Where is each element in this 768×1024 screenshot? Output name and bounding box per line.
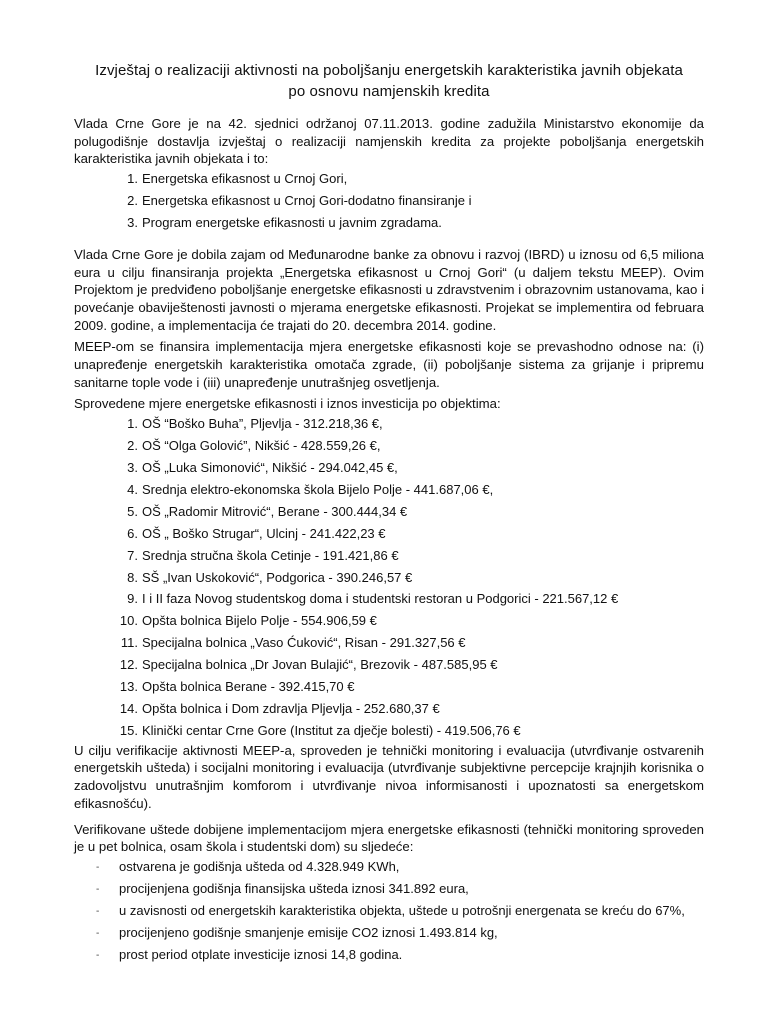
list-item bbox=[74, 457, 704, 479]
list-number: 2. bbox=[127, 193, 138, 209]
projects-list bbox=[74, 168, 704, 234]
title-line-1: Izvještaj o realizaciji aktivnosti na poboljšanju energetskih karakteristika javnih objekata bbox=[95, 62, 683, 79]
list-item bbox=[74, 212, 704, 234]
list-item bbox=[74, 567, 704, 589]
list-text: u zavisnosti od energetskih karakteristika objekta, uštede u potrošnji energenata se kreću do 67%, bbox=[119, 902, 685, 918]
list-text: Srednja elektro-ekonomska škola Bijelo Polje - 441.687,06 €, bbox=[142, 481, 494, 497]
dash-bullet: - bbox=[96, 883, 100, 895]
list-number: 1. bbox=[127, 171, 138, 187]
loan-paragraph: Vlada Crne Gore je dobila zajam od Međunarodne banke za obnovu i razvoj (IBRD) u iznosu od 6,5 miliona eura u cilju finansiranja projekta „Energetska efikasnost u Crnoj Gori“ (u daljem tekstu MEEP). Ovim Projektom je predviđeno poboljšanje energetske efikasnosti u zdravstvenim i obrazovnim ustanovama, kao i povećanje obaviještenosti javnosti o mjerama energetske efikasnosti. Projekat se implementira od februara 2009. godine, a implementacija će trajati do 20. decembra 2014. godine. bbox=[74, 246, 704, 333]
list-number: 10. bbox=[119, 613, 138, 629]
dash-bullet: - bbox=[96, 949, 100, 961]
list-text: Opšta bolnica Berane - 392.415,70 € bbox=[142, 679, 355, 695]
list-text: OŠ „ Boško Strugar“, Ulcinj - 241.422,23 € bbox=[142, 525, 386, 541]
list-item bbox=[74, 435, 704, 457]
document-page bbox=[74, 60, 704, 966]
list-number: 3. bbox=[127, 214, 138, 230]
list-item bbox=[74, 588, 704, 610]
list-text: Energetska efikasnost u Crnoj Gori-dodatno finansiranje i bbox=[142, 193, 472, 209]
list-text: Srednja stručna škola Cetinje - 191.421,86 € bbox=[142, 547, 399, 563]
list-number: 14. bbox=[119, 700, 138, 716]
dash-bullet: - bbox=[96, 927, 100, 939]
investments-intro: Sprovedene mjere energetske efikasnosti i iznos investicija po objektima: bbox=[74, 396, 501, 412]
intro-paragraph: Vlada Crne Gore je na 42. sjednici održanoj 07.11.2013. godine zadužila Ministarstvo ekonomije da polugodišnje dostavlja izvještaj o realizaciji namjenskih kredita za projekte poboljšanja energetskih karakteristika javnih objekata i to: bbox=[74, 116, 704, 167]
list-text: Specijalna bolnica „Dr Jovan Bulajić“, Brezovik - 487.585,95 € bbox=[142, 657, 498, 673]
list-item bbox=[74, 698, 704, 720]
list-item bbox=[74, 413, 704, 435]
list-text: OŠ „Radomir Mitrović“, Berane - 300.444,34 € bbox=[142, 503, 408, 519]
dash-bullet: - bbox=[96, 905, 100, 917]
list-number: 12. bbox=[119, 657, 138, 673]
list-text: Energetska efikasnost u Crnoj Gori, bbox=[142, 171, 348, 187]
list-text: Program energetske efikasnosti u javnim zgradama. bbox=[142, 214, 442, 230]
list-item bbox=[74, 632, 704, 654]
list-item bbox=[74, 501, 704, 523]
list-text: Specijalna bolnica „Vaso Ćuković“, Risan - 291.327,56 € bbox=[142, 635, 466, 651]
list-item bbox=[74, 168, 704, 190]
measures-paragraph: MEEP-om se finansira implementacija mjera energetske efikasnosti koje se prevashodno odnose na: (i) unapređenje energetskih karakteristika omotača zgrade, (ii) poboljšanje sistema za grijanje i pripremu sanitarne tople vode i (iii) unapređenje unutrašnjeg osvetljenja. bbox=[74, 339, 704, 390]
list-number: 11. bbox=[120, 635, 138, 651]
list-number: 6. bbox=[127, 525, 138, 541]
list-number: 15. bbox=[119, 722, 138, 738]
list-number: 2. bbox=[127, 438, 138, 454]
list-number: 13. bbox=[119, 679, 138, 695]
list-text: SŠ „Ivan Uskoković“, Podgorica - 390.246,57 € bbox=[142, 569, 413, 585]
list-text: ostvarena je godišnja ušteda od 4.328.949 KWh, bbox=[119, 858, 400, 874]
list-item bbox=[74, 944, 704, 966]
list-text: I i II faza Novog studentskog doma i studentski restoran u Podgorici - 221.567,12 € bbox=[142, 591, 619, 607]
verification-paragraph: U cilju verifikacije aktivnosti MEEP-a, sproveden je tehnički monitoring i evaluacija (utvrđivanje ostvarenih energetskih ušteda) i socijalni monitoring i evaluacija (utvrđivanje subjektivne percepcije krajnjih korisnika o zadovoljstvu unutrašnjim komforom i utvrđivanje nivoa informisanosti i upoznatosti sa energetskom efikasnošću). bbox=[74, 742, 704, 811]
list-item bbox=[74, 900, 704, 922]
list-text: Klinički centar Crne Gore (Institut za dječje bolesti) - 419.506,76 € bbox=[142, 722, 521, 738]
list-text: OŠ „Luka Simonović“, Nikšić - 294.042,45 €, bbox=[142, 459, 398, 475]
document-title bbox=[74, 60, 704, 102]
savings-list bbox=[74, 856, 704, 966]
list-number: 3. bbox=[127, 459, 138, 475]
list-text: procijenjena godišnja finansijska ušteda iznosi 341.892 eura, bbox=[119, 880, 469, 896]
list-text: Opšta bolnica Bijelo Polje - 554.906,59 € bbox=[142, 613, 377, 629]
list-item bbox=[74, 190, 704, 212]
list-item bbox=[74, 856, 704, 878]
list-item bbox=[74, 720, 704, 742]
dash-bullet: - bbox=[96, 861, 100, 873]
list-text: OŠ “Olga Golović”, Nikšić - 428.559,26 €, bbox=[142, 438, 381, 454]
list-text: prost period otplate investicije iznosi 14,8 godina. bbox=[119, 946, 403, 962]
list-text: Opšta bolnica i Dom zdravlja Pljevlja - 252.680,37 € bbox=[142, 700, 440, 716]
list-item bbox=[74, 479, 704, 501]
list-text: procijenjeno godišnje smanjenje emisije CO2 iznosi 1.493.814 kg, bbox=[119, 924, 498, 940]
list-item bbox=[74, 610, 704, 632]
list-item bbox=[74, 523, 704, 545]
objects-list bbox=[74, 413, 704, 742]
list-item bbox=[74, 878, 704, 900]
list-number: 5. bbox=[127, 503, 138, 519]
list-item bbox=[74, 922, 704, 944]
list-number: 1. bbox=[127, 416, 138, 432]
list-number: 7. bbox=[127, 547, 138, 563]
savings-intro: Verifikovane uštede dobijene implementacijom mjera energetske efikasnosti (tehnički monitoring sproveden je u pet bolnica, osam škola i studentski dom) su sljedeće: bbox=[74, 821, 704, 855]
list-number: 9. bbox=[127, 591, 138, 607]
title-line-2: po osnovu namjenskih kredita bbox=[288, 83, 490, 100]
list-item bbox=[74, 654, 704, 676]
list-number: 8. bbox=[127, 569, 138, 585]
list-item bbox=[74, 676, 704, 698]
list-number: 4. bbox=[127, 481, 138, 497]
list-text: OŠ “Boško Buha”, Pljevlja - 312.218,36 €, bbox=[142, 416, 383, 432]
list-item bbox=[74, 545, 704, 567]
